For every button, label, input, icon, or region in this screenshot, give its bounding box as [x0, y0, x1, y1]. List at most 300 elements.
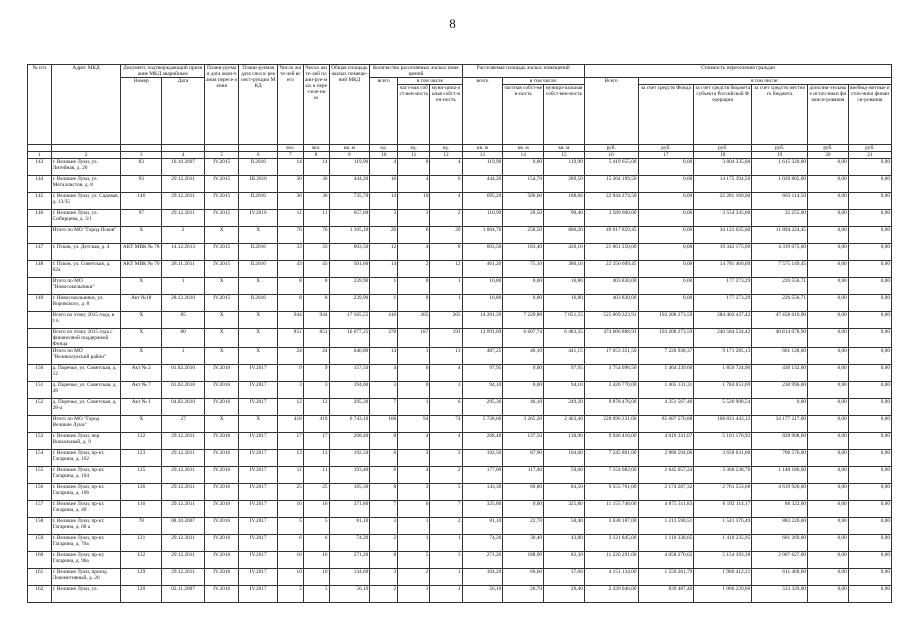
- table-cell: 188,60: [544, 193, 585, 210]
- table-cell: 444,20: [462, 176, 503, 193]
- table-cell: 8: [370, 552, 398, 569]
- table-cell: 29.12.2011: [162, 210, 205, 227]
- table-cell: 2 439 046,00: [584, 586, 638, 603]
- table-cell: II.2016: [239, 295, 278, 312]
- header-rooms-group: Количество расселяемых жилых помещений: [370, 65, 462, 78]
- table-cell: 0,00: [848, 416, 891, 433]
- table-cell: [28, 348, 52, 365]
- table-cell: 9: [303, 365, 329, 382]
- header-residents: Число жите-лей всего: [278, 65, 304, 145]
- column-number-cell: 7: [278, 152, 304, 159]
- table-cell: 0,00: [848, 399, 891, 416]
- table-cell: 0,00: [808, 348, 849, 365]
- table-cell: 0,00: [848, 586, 891, 603]
- table-cell: 157,50: [329, 365, 370, 382]
- table-cell: 02.11.2007: [162, 586, 205, 603]
- table-row: [28, 210, 892, 227]
- table-cell: 3 589 600,00: [584, 210, 638, 227]
- table-cell: г. Псков, ул. Советская, д. 62а: [51, 261, 121, 278]
- table-cell: 193,40: [329, 467, 370, 484]
- header-extra: дополни-тельные источ-ники финанси-рования: [808, 85, 849, 145]
- table-cell: 85: [162, 312, 205, 329]
- column-number-cell: 13: [462, 152, 503, 159]
- table-cell: 0,00: [752, 399, 808, 416]
- table-cell: Итого по МО "Город Псков": [51, 227, 121, 244]
- table-cell: 30: [278, 176, 304, 193]
- table-row: [28, 329, 892, 348]
- table-cell: 6: [430, 176, 462, 193]
- unit-cell: [51, 145, 121, 152]
- table-cell: 4: [398, 244, 430, 261]
- table-cell: 85 687 570,88: [638, 416, 694, 433]
- table-cell: г. Великие Луки, пр-кт. Гагарина, д. 70а: [51, 535, 121, 552]
- table-cell: 14 175 394,50: [694, 176, 752, 193]
- table-cell: 188,90: [503, 552, 544, 569]
- table-cell: 87,90: [503, 450, 544, 467]
- table-cell: 126: [121, 484, 162, 501]
- table-cell: 0: [398, 365, 430, 382]
- table-cell: IV.2016: [205, 433, 239, 450]
- table-cell: 7 229,88: [503, 312, 544, 329]
- table-cell: 295,30: [329, 399, 370, 416]
- table-cell: X: [239, 329, 278, 348]
- table-cell: 193 208 273,59: [638, 329, 694, 348]
- table-row: [28, 450, 892, 467]
- table-cell: 0,00: [848, 382, 891, 399]
- table-cell: 15 204 199,50: [584, 176, 638, 193]
- table-cell: 1 028 805,00: [752, 176, 808, 193]
- table-cell: IV.2017: [239, 399, 278, 416]
- table-cell: 110,90: [462, 210, 503, 227]
- header-area-municipal: муници-пальная собст-вен-ность: [544, 85, 585, 145]
- table-cell: 90,40: [544, 210, 585, 227]
- table-cell: IV.2017: [239, 365, 278, 382]
- table-cell: IV.2016: [205, 569, 239, 586]
- table-cell: 0,00: [848, 261, 891, 278]
- table-cell: 0,00: [808, 365, 849, 382]
- table-cell: [28, 329, 52, 348]
- table-cell: 8: [370, 484, 398, 501]
- table-cell: 29.12.2011: [162, 176, 205, 193]
- table-cell: 1 615 320,00: [752, 159, 808, 176]
- table-cell: 2: [162, 227, 205, 244]
- table-cell: 2 880 594,00: [638, 450, 694, 467]
- table-cell: 7 154 082,00: [584, 467, 638, 484]
- table-cell: 4: [430, 365, 462, 382]
- table-cell: г. Псков, ул. Детская, д. 4: [51, 244, 121, 261]
- table-cell: 22,70: [503, 518, 544, 535]
- table-cell: 24: [278, 348, 304, 365]
- table-cell: 4: [370, 365, 398, 382]
- table-cell: 0,00: [848, 535, 891, 552]
- table-cell: X: [239, 312, 278, 329]
- column-number-cell: 21: [848, 152, 891, 159]
- table-cell: Акт №18: [121, 295, 162, 312]
- table-cell: X: [205, 348, 239, 365]
- table-cell: 3 554 345,00: [694, 210, 752, 227]
- table-cell: 1: [398, 518, 430, 535]
- table-cell: 74,20: [462, 535, 503, 552]
- table-cell: IV.2017: [239, 518, 278, 535]
- table-cell: 0,00: [503, 159, 544, 176]
- table-cell: 154: [28, 450, 52, 467]
- table-cell: 6: [430, 399, 462, 416]
- table-cell: X: [121, 348, 162, 365]
- table-cell: 4: [398, 433, 430, 450]
- table-cell: IV.2017: [239, 382, 278, 399]
- header-plan-end: Плани-руемая дата окон-чания пересе-ления: [205, 65, 239, 145]
- table-cell: 5 728,60: [462, 416, 503, 433]
- table-cell: 46,10: [503, 399, 544, 416]
- table-cell: [28, 416, 52, 433]
- table-cell: 36: [278, 193, 304, 210]
- page-number: 8: [449, 16, 456, 31]
- table-cell: д. Поречье, ул. Советская, д. 12: [51, 365, 121, 382]
- table-cell: 35 255,00: [752, 210, 808, 227]
- table-cell: 14: [370, 193, 398, 210]
- table-row: [28, 382, 892, 399]
- table-cell: 9 946 416,00: [584, 433, 638, 450]
- column-number-cell: 4: [162, 152, 205, 159]
- table-cell: 228 696 231,00: [584, 416, 638, 433]
- table-cell: 0,00: [503, 365, 544, 382]
- table-cell: 525 069 323,91: [584, 312, 638, 329]
- table-cell: IV.2017: [239, 484, 278, 501]
- table-cell: 0,00: [808, 501, 849, 518]
- table-cell: 1 410 235,95: [694, 535, 752, 552]
- header-fund: за счет средств Фонда: [638, 85, 694, 145]
- table-cell: 14: [278, 159, 304, 176]
- table-cell: 3: [278, 382, 304, 399]
- table-cell: 5: [430, 484, 462, 501]
- table-cell: 81,10: [462, 518, 503, 535]
- table-cell: 944: [303, 312, 329, 329]
- unit-cell: руб.: [694, 145, 752, 152]
- table-cell: 108 831 443,12: [694, 416, 752, 433]
- unit-cell: чел.: [303, 145, 329, 152]
- table-cell: 806,20: [544, 227, 585, 244]
- table-cell: 10: [303, 569, 329, 586]
- table-cell: 119,90: [329, 159, 370, 176]
- header-address: Адрес МКД: [51, 65, 121, 145]
- table-cell: [28, 278, 52, 295]
- table-cell: 81,10: [329, 518, 370, 535]
- table-cell: 0,00: [848, 484, 891, 501]
- table-cell: 10: [398, 193, 430, 210]
- table-cell: 430 132,00: [752, 365, 808, 382]
- table-cell: 0,00: [808, 159, 849, 176]
- table-cell: 12: [303, 399, 329, 416]
- table-cell: 4 319 075,00: [752, 244, 808, 261]
- table-cell: 239,90: [329, 295, 370, 312]
- table-cell: г. Великие Луки, пр-кт. Гагарина, д. 104: [51, 467, 121, 484]
- table-cell: 851: [278, 329, 304, 348]
- table-cell: 1: [430, 569, 462, 586]
- unit-cell: кв. м: [503, 145, 544, 152]
- table-cell: 59,60: [544, 467, 585, 484]
- table-cell: 0,00: [638, 210, 694, 227]
- table-cell: 97,95: [544, 365, 585, 382]
- table-cell: 0,00: [503, 382, 544, 399]
- table-cell: Итого по МО "Великолукский район": [51, 348, 121, 365]
- table-cell: 603,50: [329, 244, 370, 261]
- table-cell: 0,00: [808, 552, 849, 569]
- table-cell: д. Поречье, ул. Советская, д. 28: [51, 382, 121, 399]
- table-row: [28, 227, 892, 244]
- table-cell: 16: [278, 501, 304, 518]
- table-cell: 1 541 376,49: [694, 518, 752, 535]
- table-cell: 646,80: [329, 348, 370, 365]
- table-cell: 249,20: [544, 399, 585, 416]
- table-cell: [28, 227, 52, 244]
- table-cell: 60,80: [503, 484, 544, 501]
- table-cell: г. Великие Луки, пр-кт. Гагарина, д. 106: [51, 484, 121, 501]
- table-cell: 74: [430, 416, 462, 433]
- table-cell: 2 007 627,00: [752, 552, 808, 569]
- table-cell: 145: [28, 193, 52, 210]
- table-cell: 2: [430, 210, 462, 227]
- table-cell: 0,00: [808, 467, 849, 484]
- table-row: [28, 586, 892, 603]
- table-cell: 0: [398, 501, 430, 518]
- table-row: [28, 278, 892, 295]
- table-cell: 1 405 131,31: [638, 382, 694, 399]
- table-cell: 16 077,25: [329, 329, 370, 348]
- table-cell: Акт № 1: [121, 399, 162, 416]
- unit-cell: [28, 145, 52, 152]
- table-cell: 8: [370, 433, 398, 450]
- table-cell: X: [121, 278, 162, 295]
- table-cell: 94,10: [544, 382, 585, 399]
- column-number-cell: 14: [503, 152, 544, 159]
- table-cell: 0,00: [848, 450, 891, 467]
- table-cell: 1: [430, 535, 462, 552]
- table-cell: г. Великие Луки, пр-кт. Гагарина, д. 49: [51, 501, 121, 518]
- table-cell: 28.11.2011: [162, 261, 205, 278]
- table-cell: 0,00: [848, 501, 891, 518]
- table-cell: 1: [370, 295, 398, 312]
- table-cell: X: [121, 416, 162, 433]
- unit-cell: [162, 145, 205, 152]
- table-cell: Акт № 2: [121, 365, 162, 382]
- table-cell: 2: [430, 518, 462, 535]
- table-cell: 0,00: [638, 159, 694, 176]
- table-cell: 83: [121, 159, 162, 176]
- column-number-cell: 5: [205, 152, 239, 159]
- unit-cell: ед.: [370, 145, 398, 152]
- table-cell: 11: [278, 210, 304, 227]
- table-cell: 10: [278, 569, 304, 586]
- table-cell: 6: [303, 535, 329, 552]
- table-cell: 146: [28, 210, 52, 227]
- table-cell: 80: [162, 329, 205, 348]
- column-number-cell: 17: [638, 152, 694, 159]
- table-cell: 34 177 217,00: [752, 416, 808, 433]
- table-cell: IV.2016: [205, 365, 239, 382]
- table-cell: 134,60: [329, 569, 370, 586]
- table-cell: д. Поречье, ул. Советская, д. 28-а: [51, 399, 121, 416]
- table-cell: X: [239, 416, 278, 433]
- table-cell: 10: [370, 176, 398, 193]
- table-cell: 5 101 176,93: [694, 433, 752, 450]
- table-cell: 0,00: [808, 244, 849, 261]
- table-cell: 56,10: [462, 586, 503, 603]
- header-area-group: Расселяемая площадь жилых помещений: [462, 65, 584, 78]
- table-cell: 104,60: [544, 450, 585, 467]
- table-cell: 271,20: [462, 552, 503, 569]
- table-cell: X: [205, 278, 239, 295]
- table-cell: 0,00: [638, 261, 694, 278]
- table-cell: 6: [398, 227, 430, 244]
- table-cell: 487,25: [462, 348, 503, 365]
- table-cell: 533 329,00: [752, 586, 808, 603]
- table-cell: 271,20: [329, 552, 370, 569]
- table-cell: IV.2015: [205, 244, 239, 261]
- table-cell: 13: [430, 348, 462, 365]
- table-cell: 1: [398, 348, 430, 365]
- table-cell: 76: [278, 227, 304, 244]
- table-cell: 325,80: [544, 501, 585, 518]
- table-cell: 11: [278, 467, 304, 484]
- table-cell: 7 051,55: [544, 312, 585, 329]
- table-cell: 119,90: [544, 159, 585, 176]
- header-no: № п/п: [28, 65, 52, 145]
- table-cell: 16,80: [544, 278, 585, 295]
- header-local: за счет средств местного бюджета: [752, 85, 808, 145]
- table-cell: 7: [370, 501, 398, 518]
- table-cell: 76: [303, 227, 329, 244]
- table-cell: III.2016: [239, 176, 278, 193]
- table-cell: 5: [303, 518, 329, 535]
- header-cost-group: Стоимость переселения граждан: [584, 65, 891, 78]
- table-cell: 88 322,00: [752, 501, 808, 518]
- table-cell: 4: [398, 467, 430, 484]
- table-cell: 143,30: [462, 484, 503, 501]
- table-cell: 4 351 567,46: [638, 399, 694, 416]
- table-cell: X: [121, 227, 162, 244]
- unit-cell: руб.: [752, 145, 808, 152]
- table-cell: 3: [370, 210, 398, 227]
- table-cell: АКТ МВК № 78: [121, 244, 162, 261]
- table-cell: г. Великие Луки, проезд Локомотивный, д. 20: [51, 569, 121, 586]
- table-cell: 1 066 229,60: [694, 586, 752, 603]
- table-cell: 75,10: [503, 261, 544, 278]
- table-cell: 0: [398, 278, 430, 295]
- table-cell: 944: [278, 312, 304, 329]
- table-cell: 94: [398, 416, 430, 433]
- table-cell: 137,50: [503, 433, 544, 450]
- table-cell: 8: [430, 244, 462, 261]
- header-cost-total: Всего: [584, 78, 638, 145]
- table-cell: 26: [370, 227, 398, 244]
- table-cell: 0,00: [848, 569, 891, 586]
- table-cell: IV.2016: [205, 450, 239, 467]
- table-cell: 29.12.2011: [162, 467, 205, 484]
- table-cell: 129: [121, 569, 162, 586]
- table-cell: 3: [430, 552, 462, 569]
- table-cell: 6 192 114,17: [694, 501, 752, 518]
- table-cell: 2: [370, 586, 398, 603]
- table-cell: 156: [28, 484, 52, 501]
- table-cell: 0,00: [848, 210, 891, 227]
- table-cell: 9: [278, 365, 304, 382]
- table-row: [28, 416, 892, 433]
- table-cell: 268,40: [462, 433, 503, 450]
- table-cell: 0,00: [808, 193, 849, 210]
- table-cell: 143: [28, 159, 52, 176]
- table-cell: 0,00: [808, 227, 849, 244]
- table-cell: 0,00: [848, 278, 891, 295]
- table-cell: 410: [370, 312, 398, 329]
- table-cell: Всего по этапу 2015 года с финансовой поддержкой Фонда: [51, 329, 121, 348]
- table-cell: X: [205, 227, 239, 244]
- table-cell: 0,00: [808, 312, 849, 329]
- column-number-cell: 11: [398, 152, 430, 159]
- table-cell: 851: [303, 329, 329, 348]
- table-cell: 3 638 187,00: [584, 518, 638, 535]
- unit-cell: руб.: [848, 145, 891, 152]
- table-cell: 132: [121, 552, 162, 569]
- table-cell: 6 607,74: [503, 329, 544, 348]
- table-cell: 6: [370, 450, 398, 467]
- table-cell: 82,30: [544, 552, 585, 569]
- table-cell: 177,00: [462, 467, 503, 484]
- table-cell: 0,00: [638, 193, 694, 210]
- table-cell: 1: [162, 278, 205, 295]
- table-cell: 29.12.2011: [162, 450, 205, 467]
- table-cell: 0,00: [638, 227, 694, 244]
- table-header: [28, 65, 892, 159]
- table-cell: 16: [303, 501, 329, 518]
- column-number-cell: 8: [303, 152, 329, 159]
- table-cell: X: [121, 312, 162, 329]
- table-cell: 3 121 845,00: [584, 535, 638, 552]
- table-cell: 1: [398, 210, 430, 227]
- table-cell: 0,00: [503, 278, 544, 295]
- table-cell: 43: [303, 261, 329, 278]
- table-cell: 46,10: [503, 348, 544, 365]
- table-cell: 386,10: [544, 261, 585, 278]
- table-cell: 14 781 460,00: [694, 261, 752, 278]
- table-cell: 695,20: [462, 193, 503, 210]
- table-cell: 21 661 250,00: [584, 244, 638, 261]
- column-number-cell: 19: [752, 152, 808, 159]
- table-row: [28, 261, 892, 278]
- table-cell: г. Великие Луки, ул. Металлистов, д. 8: [51, 176, 121, 193]
- table-cell: 22 356 609,45: [584, 261, 638, 278]
- table-cell: 1 105,10: [329, 227, 370, 244]
- table-cell: 0,00: [808, 399, 849, 416]
- table-cell: 3 360 238,76: [694, 467, 752, 484]
- table-cell: IV.2017: [239, 433, 278, 450]
- table-cell: 3: [370, 518, 398, 535]
- unit-cell: чел.: [278, 145, 304, 152]
- table-cell: 97: [121, 210, 162, 227]
- table-cell: 5 419 655,00: [584, 159, 638, 176]
- table-cell: X: [239, 278, 278, 295]
- table-cell: 11: [303, 210, 329, 227]
- table-cell: 4: [430, 433, 462, 450]
- table-cell: 1 110 338,05: [638, 535, 694, 552]
- table-cell: 29.12.2011: [162, 193, 205, 210]
- table-cell: 8: [278, 278, 304, 295]
- table-cell: 0,00: [848, 244, 891, 261]
- table-cell: 1: [430, 278, 462, 295]
- column-number-cell: 15: [544, 152, 585, 159]
- table-cell: 97,95: [462, 365, 503, 382]
- table-cell: 3 754 096,50: [584, 365, 638, 382]
- header-plan-demolition: Плани-руемая дата сноса/ реконст-рукции МКД: [239, 65, 278, 145]
